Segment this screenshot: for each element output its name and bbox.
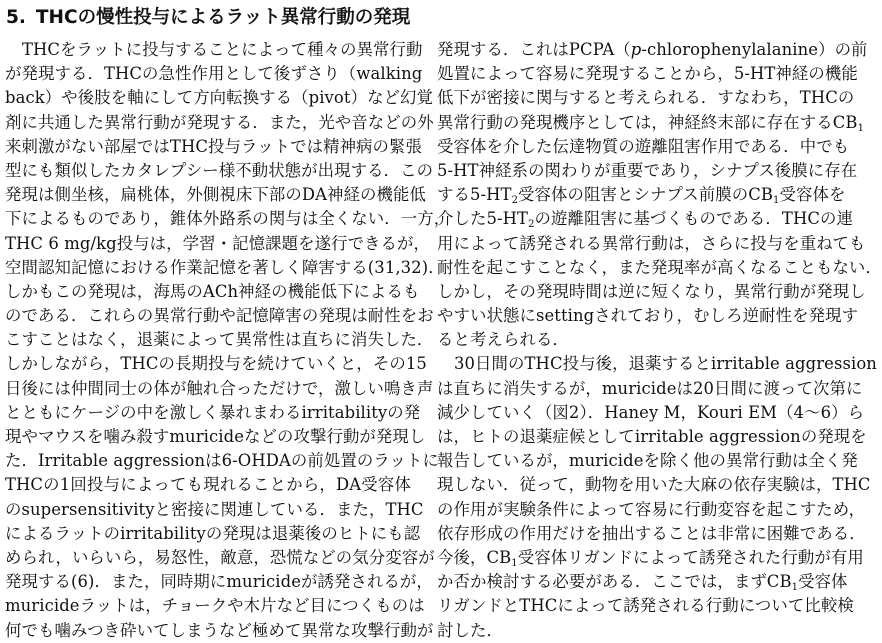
text-line: められ，いらいら，易怒性，敵意，恐慌などの気分変容が <box>5 547 435 567</box>
text-line: 5-HT神経系の関わりが重要であり，シナプス後膜に存在 <box>437 160 858 180</box>
text-line: 剤に共通した異常行動が発現する．また，光や音などの外 <box>5 112 434 132</box>
section-title: THCの慢性投与によるラット異常行動の発現 <box>35 7 411 28</box>
text-line: 受容体を介した伝達物質の遊離阻害作用である．中でも <box>437 136 850 156</box>
section-heading <box>6 4 410 32</box>
text-line: muricideラットは，チョークや木片など目につくものは <box>5 596 425 616</box>
text-line: 発現する．これはPCPA（p-chlorophenylalanine）の前 <box>437 40 868 59</box>
text-line: 発現は側坐核，扁桃体，外側視床下部のDA神経の機能低 <box>5 185 426 205</box>
text-line: のsupersensitivityと密接に関連している．また，THC <box>5 499 424 519</box>
text-line: 減少していく（図2）．Haney M，Kouri EM（4〜6）ら <box>437 402 865 422</box>
text-line: の作用が実験条件によって容易に行動変容を起こすため， <box>437 499 866 519</box>
text-line: しかし，その発現時間は逆に短くなり，異常行動が発現し <box>437 281 866 301</box>
text-line: が発現する．THCの急性作用として後ずさり（walking <box>5 64 423 84</box>
text-line: 下によるものであり，錐体外路系の関与は全くない．一方， <box>5 209 451 229</box>
text-line: THCの1回投与によっても現れることから，DA受容体 <box>5 475 411 495</box>
text-line: 低下が密接に関与すると考えられる．すなわち，THCの <box>437 88 855 108</box>
text-line: は，ヒトの退薬症候としてirritable aggressionの発現を <box>437 427 867 446</box>
left-column <box>5 38 451 643</box>
text-line: 異常行動の発現機序としては，神経終末部に存在する$CB_1$ <box>437 112 865 134</box>
text-line: ると考えられる． <box>437 330 569 350</box>
text-line: によるラットのirritabilityの発現は退薬後のヒトにも認 <box>5 523 421 543</box>
text-line: 耐性を起こすことなく，また発現率が高くなることもない． <box>437 257 882 277</box>
text-line: リガンドとTHCによって誘発される行動について比較検 <box>437 596 854 616</box>
text-line: こすことはなく，退薬によって異常性は直ちに消失した． <box>5 330 434 350</box>
text-line: とともにケージの中を激しく暴れまわるirritabilityの発 <box>5 402 421 422</box>
section-number: 5. <box>6 7 26 28</box>
text-line: た．Irritable aggressionは6-OHDAの前処置のラットに <box>5 451 440 471</box>
text-line: 型にも類似したカタレプシー様不動状態が出現する．この <box>5 160 434 180</box>
text-line: は直ちに消失するが，muricideは20日間に渡って次第に <box>437 378 863 398</box>
text-line: 討した． <box>437 620 503 640</box>
text-line: 空間認知記憶における作業記憶を著しく障害する(31,32)． <box>5 257 445 277</box>
text-line: しかもこの発現は，海馬のACh神経の機能低下によるも <box>5 281 420 301</box>
text-line: THC 6 mg/kg投与は，学習・記憶課題を遂行できるが， <box>5 233 431 253</box>
text-line: する$5-HT_2$受容体の阻害とシナプス前膜の$CB_1$受容体を <box>437 185 846 207</box>
text-line: 現しない．従って，動物を用いた大麻の依存実験は，THC <box>437 475 871 495</box>
text-line: 発現する(6)．また，同時期にmuricideが誘発されるが， <box>5 572 433 592</box>
text-line: 用によって誘発される異常行動は，さらに投与を重ねても <box>437 233 866 253</box>
right-column <box>437 38 882 643</box>
text-line: 報告しているが，muricideを除く他の異常行動は全く発 <box>437 451 858 471</box>
text-line: のである．これらの異常行動や記憶障害の発現は耐性をお <box>5 306 434 326</box>
text-line: 今後，$CB_1$受容体リガンドによって誘発された行動が有用 <box>437 547 864 569</box>
text-line: か否か検討する必要がある．ここでは，まず$CB_1$受容体 <box>437 572 848 594</box>
text-line: 何でも噛みつき砕いてしまうなど極めて異常な攻撃行動が <box>5 620 434 640</box>
text-line: 依存形成の作用だけを抽出することは非常に困難である． <box>437 523 866 543</box>
text-line: 日後には仲間同士の体が触れ合っただけで，激しい鳴き声 <box>5 378 434 398</box>
text-line: やすい状態にsettingされており，むしろ逆耐性を発現す <box>437 306 859 326</box>
text-line: THCをラットに投与することによって種々の異常行動 <box>22 40 423 59</box>
text-line: 30日間のTHC投与後，退薬するとirritable aggression <box>454 354 877 374</box>
text-line: back）や後肢を軸にして方向転換する（pivot）など幻覚 <box>5 88 434 108</box>
text-line: 介した$5-HT_2$の遊離阻害に基づくものである．THCの連 <box>437 209 853 231</box>
text-line: 処置によって容易に発現することから，5-HT神経の機能 <box>437 64 858 84</box>
text-line: 現やマウスを噛み殺すmuricideなどの攻撃行動が発現し <box>5 427 426 446</box>
text-line: 来刺激がない部屋ではTHC投与ラットでは精神病の緊張 <box>5 136 423 156</box>
text-line: しかしながら，THCの長期投与を続けていくと，その15 <box>5 354 427 374</box>
